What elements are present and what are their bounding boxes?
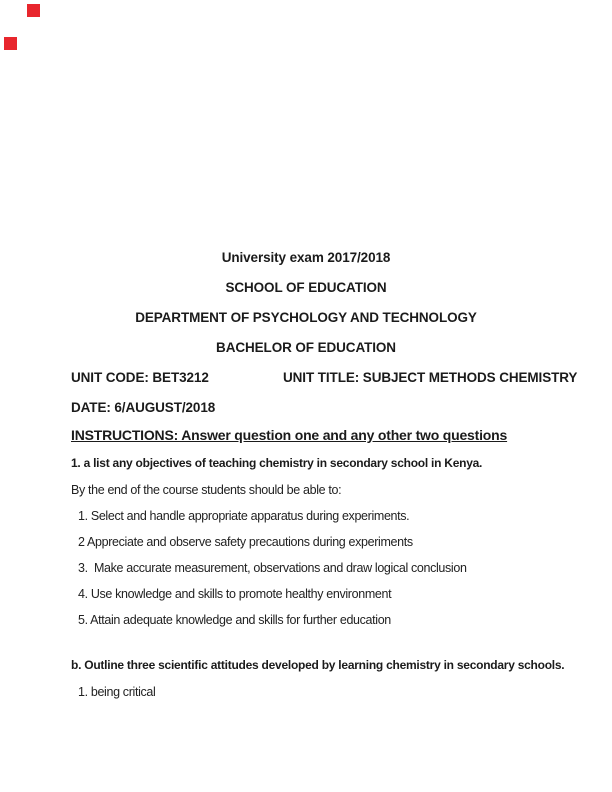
red-square-marker-top — [27, 4, 40, 17]
attitude-item: 1. being critical — [78, 685, 156, 699]
school-heading: SCHOOL OF EDUCATION — [225, 280, 387, 295]
exam-date-label: DATE: 6/AUGUST/2018 — [71, 400, 216, 415]
program-heading: BACHELOR OF EDUCATION — [216, 340, 396, 355]
exam-title: University exam 2017/2018 — [221, 250, 391, 265]
red-square-marker-left — [4, 37, 17, 50]
department-heading: DEPARTMENT OF PSYCHOLOGY AND TECHNOLOGY — [135, 310, 477, 325]
question-1b-heading: b. Outline three scientific attitudes developed by learning chemistry in secondary schools. — [71, 658, 565, 672]
objective-item: 5. Attain adequate knowledge and skills for further education — [78, 613, 391, 627]
question-1a-intro: By the end of the course students should be able to: — [71, 483, 342, 497]
instructions-line: INSTRUCTIONS: Answer question one and any other two questions — [71, 427, 508, 443]
question-1a-heading: 1. a list any objectives of teaching chemistry in secondary school in Kenya. — [71, 456, 483, 470]
unit-info-row — [0, 370, 612, 388]
objective-item: 1. Select and handle appropriate apparatus during experiments. — [78, 509, 410, 523]
unit-code-label: UNIT CODE: BET3212 — [71, 370, 209, 385]
unit-title-label: UNIT TITLE: SUBJECT METHODS CHEMISTRY — [283, 370, 578, 385]
objective-item: 3. Make accurate measurement, observations and draw logical conclusion — [78, 561, 467, 575]
objective-item: 4. Use knowledge and skills to promote healthy environment — [78, 587, 392, 601]
objective-item: 2 Appreciate and observe safety precautions during experiments — [78, 535, 413, 549]
